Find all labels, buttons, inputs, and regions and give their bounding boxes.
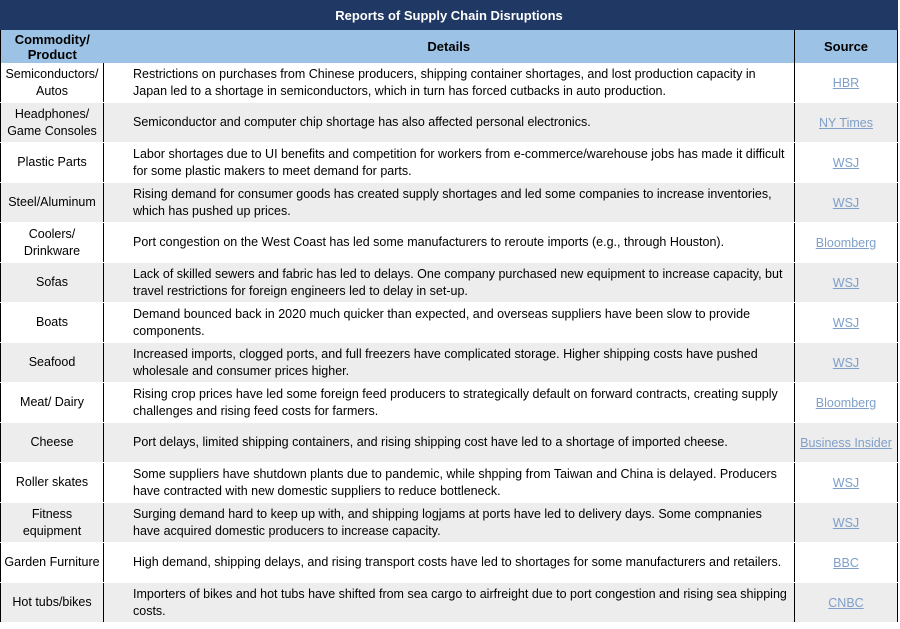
source-link[interactable]: Bloomberg	[815, 395, 877, 410]
commodity-cell: Sofas	[1, 263, 104, 303]
commodity-cell: Coolers/ Drinkware	[1, 223, 104, 263]
source-cell	[795, 303, 898, 343]
source-cell	[795, 503, 898, 543]
details-cell: Some suppliers have shutdown plants due to pandemic, while shpping from Taiwan and China is delayed. Producers have contracted with new domestic suppliers to reduce bottleneck.	[104, 463, 795, 503]
table-row	[1, 63, 898, 103]
commodity-cell: Meat/ Dairy	[1, 383, 104, 423]
commodity-cell: Hot tubs/bikes	[1, 583, 104, 623]
details-cell: Port congestion on the West Coast has led some manufacturers to reroute imports (e.g., through Houston).	[104, 223, 795, 263]
source-cell	[795, 463, 898, 503]
details-cell: Surging demand hard to keep up with, and shipping logjams at ports have led to delivery days. Some compnanies have acquired domestic producers to increase capacity.	[104, 503, 795, 543]
table-row	[1, 543, 898, 583]
source-cell	[795, 183, 898, 223]
source-link[interactable]: WSJ	[832, 515, 860, 530]
source-cell	[795, 343, 898, 383]
source-link[interactable]: Business Insider	[800, 435, 892, 450]
table-title: Reports of Supply Chain Disruptions	[1, 1, 898, 30]
source-link[interactable]: HBR	[832, 75, 860, 90]
source-cell	[795, 423, 898, 463]
details-cell: Demand bounced back in 2020 much quicker than expected, and overseas suppliers have been slow to provide components.	[104, 303, 795, 343]
commodity-cell: Headphones/ Game Consoles	[1, 103, 104, 143]
table-row	[1, 263, 898, 303]
details-cell: Rising demand for consumer goods has created supply shortages and led some companies to increase inventories, which has pushed up prices.	[104, 183, 795, 223]
source-cell	[795, 103, 898, 143]
commodity-cell: Cheese	[1, 423, 104, 463]
source-link[interactable]: WSJ	[832, 315, 860, 330]
source-link[interactable]: CNBC	[828, 595, 864, 610]
details-cell: High demand, shipping delays, and rising transport costs have led to shortages for some manufacturers and retailers.	[104, 543, 795, 583]
header-commodity: Commodity/ Product	[1, 30, 104, 64]
source-cell	[795, 583, 898, 623]
details-cell: Semiconductor and computer chip shortage has also affected personal electronics.	[104, 103, 795, 143]
source-cell	[795, 543, 898, 583]
table-row	[1, 303, 898, 343]
commodity-cell: Plastic Parts	[1, 143, 104, 183]
table-row	[1, 383, 898, 423]
commodity-cell: Steel/Aluminum	[1, 183, 104, 223]
commodity-cell: Seafood	[1, 343, 104, 383]
table-body	[1, 63, 898, 623]
table-row	[1, 223, 898, 263]
commodity-cell: Fitness equipment	[1, 503, 104, 543]
details-cell: Port delays, limited shipping containers, and rising shipping cost have led to a shortage of imported cheese.	[104, 423, 795, 463]
source-link[interactable]: WSJ	[832, 155, 860, 170]
header-source: Source	[795, 30, 898, 64]
source-link[interactable]: BBC	[833, 555, 859, 570]
table-row	[1, 143, 898, 183]
source-cell	[795, 143, 898, 183]
table-row	[1, 343, 898, 383]
source-link[interactable]: WSJ	[832, 275, 860, 290]
details-cell: Restrictions on purchases from Chinese producers, shipping container shortages, and lost production capacity in Japan led to a shortage in semiconductors, which in turn has forced cutbacks in auto production.	[104, 63, 795, 103]
commodity-cell: Garden Furniture	[1, 543, 104, 583]
table-row	[1, 463, 898, 503]
table-row	[1, 183, 898, 223]
source-cell	[795, 263, 898, 303]
table-row	[1, 503, 898, 543]
source-link[interactable]: WSJ	[832, 195, 860, 210]
source-cell	[795, 223, 898, 263]
details-cell: Labor shortages due to UI benefits and competition for workers from e-commerce/warehouse jobs has made it difficult for some plastic makers to meet demand for parts.	[104, 143, 795, 183]
source-link[interactable]: Bloomberg	[815, 235, 877, 250]
source-link[interactable]: WSJ	[832, 355, 860, 370]
table-row	[1, 423, 898, 463]
commodity-cell: Boats	[1, 303, 104, 343]
commodity-cell: Roller skates	[1, 463, 104, 503]
table-row	[1, 583, 898, 623]
source-link[interactable]: WSJ	[832, 475, 860, 490]
details-cell: Rising crop prices have led some foreign feed producers to strategically default on forward contracts, creating supply challenges and rising feed costs for farmers.	[104, 383, 795, 423]
table-row	[1, 103, 898, 143]
details-cell: Increased imports, clogged ports, and full freezers have complicated storage. Higher shipping costs have pushed wholesale and consumer prices higher.	[104, 343, 795, 383]
header-details: Details	[104, 30, 795, 64]
commodity-cell: Semiconductors/ Autos	[1, 63, 104, 103]
source-cell	[795, 383, 898, 423]
source-cell	[795, 63, 898, 103]
details-cell: Importers of bikes and hot tubs have shifted from sea cargo to airfreight due to port congestion and rising sea shipping costs.	[104, 583, 795, 623]
source-link[interactable]: NY Times	[819, 115, 873, 130]
details-cell: Lack of skilled sewers and fabric has led to delays. One company purchased new equipment to increase capacity, but travel restrictions for foreign engineers led to delay in set-up.	[104, 263, 795, 303]
